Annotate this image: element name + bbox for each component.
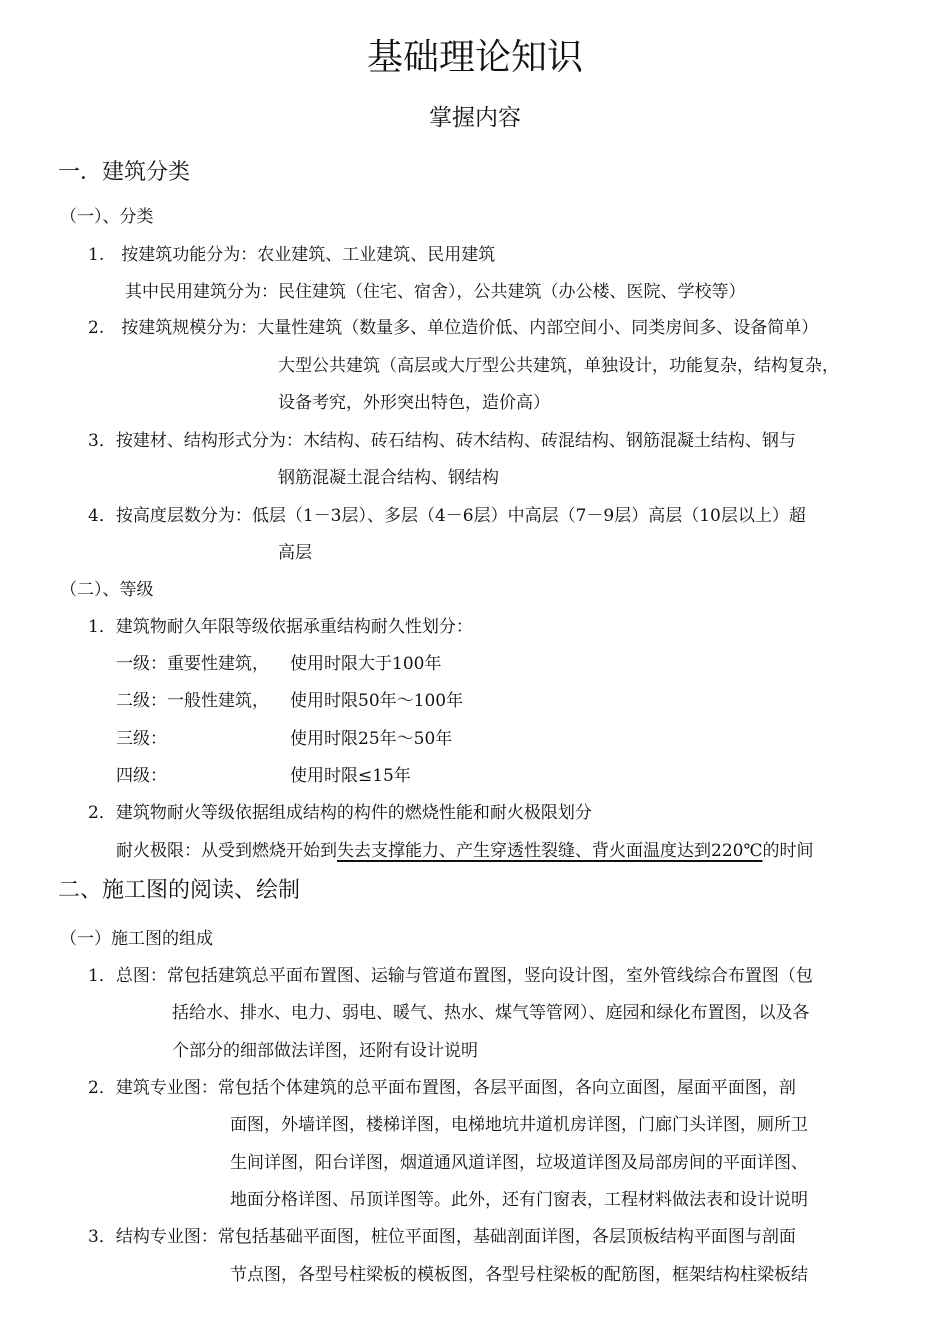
list-item-height-continuation: 高层	[278, 543, 312, 563]
grade-3-value: 使用时限25年～50年	[290, 729, 453, 749]
list-item-structure: 3．结构专业图：常包括基础平面图，桩位平面图，基础剖面详图，各层顶板结构平面图与剖面	[88, 1227, 796, 1247]
grade-1-label: 一级：重要性建筑，	[116, 654, 269, 674]
list-item-architecture-continuation: 地面分格详图、吊顶详图等。此外，还有门窗表，工程材料做法表和设计说明	[230, 1190, 808, 1210]
list-item-structure-continuation: 节点图，各型号柱梁板的模板图，各型号柱梁板的配筋图，框架结构柱梁板结	[230, 1265, 808, 1285]
section-heading-classification: 一．建筑分类	[58, 160, 191, 185]
subsection-heading-types: （一）、分类	[60, 207, 154, 227]
grade-3-label: 三级：	[116, 729, 167, 749]
list-item-architecture: 2．建筑专业图：常包括个体建筑的总平面布置图，各层平面图，各向立面图，屋面平面图，剖	[88, 1078, 796, 1098]
list-item-function-continuation: 其中民用建筑分为：民住建筑（住宅、宿舍），公共建筑（办公楼、医院、学校等）	[125, 282, 746, 302]
list-item-durability: 1．建筑物耐久年限等级依据承重结构耐久性划分：	[88, 617, 473, 637]
fire-limit-definition	[116, 841, 813, 861]
list-item-general-plan-continuation: 个部分的细部做法详图，还附有设计说明	[172, 1041, 478, 1061]
list-item-material: 3．按建材、结构形式分为：木结构、砖石结构、砖木结构、砖混结构、钢筋混凝土结构、钢与	[88, 431, 796, 451]
list-item-function: 1. 按建筑功能分为：农业建筑、工业建筑、民用建筑	[88, 245, 496, 265]
list-item-height: 4．按高度层数分为：低层（1－3层）、多层（4－6层）中高层（7－9层）高层（10层以上）超	[88, 506, 806, 526]
fire-limit-suffix: 的时间	[762, 841, 814, 861]
list-item-architecture-continuation: 生间详图，阳台详图，烟道通风道详图，垃圾道详图及局部房间的平面详图、	[230, 1153, 808, 1173]
section-heading-drawings: 二、施工图的阅读、绘制	[58, 878, 301, 903]
list-item-scale-continuation: 大型公共建筑（高层或大厅型公共建筑，单独设计，功能复杂，结构复杂，	[278, 356, 839, 376]
fire-limit-criteria: 失去支撑能力、产生穿透性裂缝、背火面温度达到220℃	[337, 841, 763, 861]
subsection-heading-composition: （一）施工图的组成	[60, 929, 213, 949]
grade-4-label: 四级：	[116, 766, 167, 786]
list-item-architecture-continuation: 面图，外墙详图，楼梯详图，电梯地坑井道机房详图，门廊门头详图，厕所卫	[230, 1115, 808, 1135]
list-item-general-plan-continuation: 括给水、排水、电力、弱电、暖气、热水、煤气等管网）、庭园和绿化布置图，以及各	[172, 1003, 810, 1023]
subsection-heading-grades: （二）、等级	[60, 580, 154, 600]
page-title: 基础理论知识	[366, 37, 583, 78]
page-subtitle: 掌握内容	[429, 105, 521, 131]
grade-4-value: 使用时限≤15年	[290, 766, 411, 786]
list-item-material-continuation: 钢筋混凝土混合结构、钢结构	[278, 468, 499, 488]
grade-2-label: 二级：一般性建筑，	[116, 691, 269, 711]
fire-limit-prefix: 耐火极限：从受到燃烧开始到	[116, 841, 337, 861]
list-item-general-plan: 1．总图：常包括建筑总平面布置图、运输与管道布置图，竖向设计图，室外管线综合布置图（包	[88, 966, 813, 986]
grade-1-value: 使用时限大于100年	[290, 654, 442, 674]
list-item-scale: 2. 按建筑规模分为：大量性建筑（数量多、单位造价低、内部空间小、同类房间多、设备简单）	[88, 318, 819, 338]
grade-2-value: 使用时限50年～100年	[290, 691, 464, 711]
list-item-fire-rating: 2．建筑物耐火等级依据组成结构的构件的燃烧性能和耐火极限划分	[88, 803, 592, 823]
list-item-scale-continuation: 设备考究，外形突出特色，造价高）	[278, 393, 550, 413]
